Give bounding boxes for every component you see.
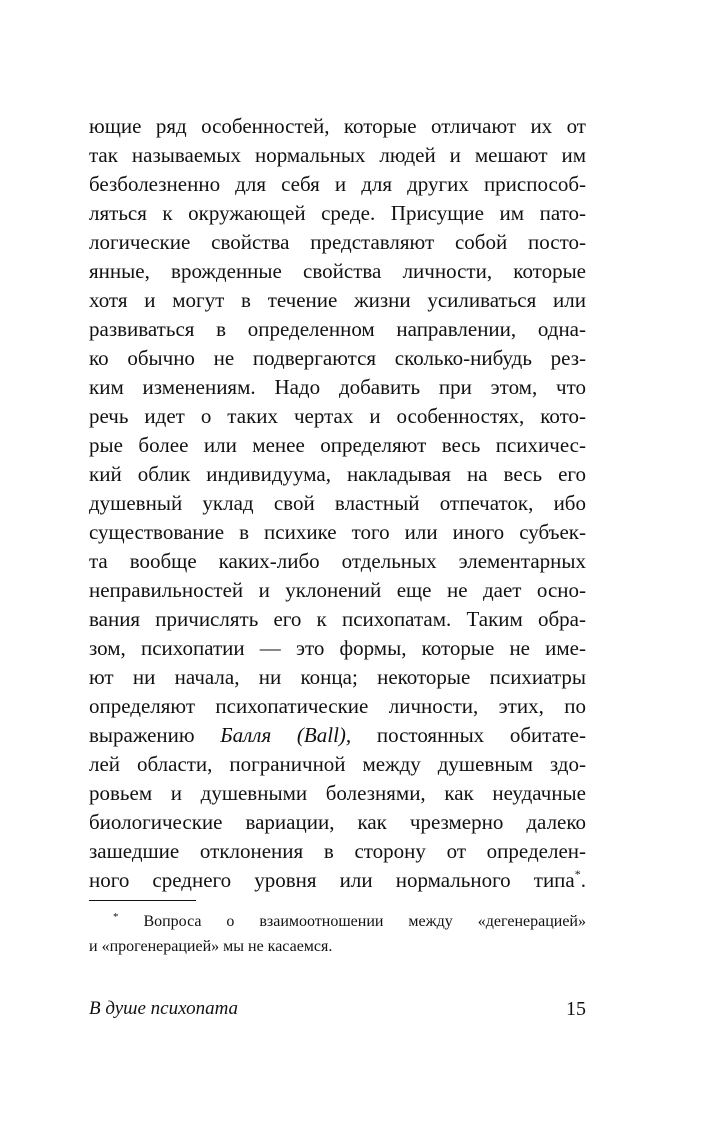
text-line: ющие ряд особенностей, которые отличают их от — [89, 114, 586, 138]
footnote-marker: * — [113, 911, 119, 923]
text-line-last — [89, 866, 586, 895]
text-line: ко обычно не подвергаются сколько-нибудь рез- — [89, 346, 586, 370]
footnote-reference[interactable]: * — [574, 867, 581, 881]
footnote-line: и «прогенерацией» мы не касаемся. — [89, 938, 333, 955]
text-line: кий облик индивидуума, накладывая на весь его — [89, 462, 586, 486]
text-line: ким изменениям. Надо добавить при этом, что — [89, 375, 586, 399]
cited-author: Балля (Ball), — [220, 723, 352, 747]
last-line-text: ного среднего уровня или нормального типа — [89, 868, 575, 892]
footnote-divider — [89, 900, 196, 901]
footnote-text: Вопроса о взаимоотношении между «дегенерацией» — [143, 913, 586, 930]
text-line: рые более или менее определяют весь психичес- — [89, 433, 586, 457]
page-number: 15 — [566, 998, 586, 1020]
text-line: душевный уклад свой властный отпечаток, ибо — [89, 491, 586, 515]
text-line: ляться к окружающей среде. Присущие им пато- — [89, 201, 586, 225]
last-line-period: . — [580, 868, 586, 892]
text-line: ют ни начала, ни конца; некоторые психиатры — [89, 665, 586, 689]
text-line: янные, врожденные свойства личности, которые — [89, 259, 586, 283]
text-line: вания причислять его к психопатам. Таким обра- — [89, 607, 586, 631]
text-line: та вообще каких-либо отдельных элементарных — [89, 549, 586, 573]
text-line: определяют психопатические личности, этих, по — [89, 694, 586, 718]
text-line: хотя и могут в течение жизни усиливаться или — [89, 288, 586, 312]
text-line: зашедшие отклонения в сторону от определен- — [89, 839, 586, 863]
text-line: зом, психопатии — это формы, которые не име- — [89, 636, 586, 660]
line-text-after: постоянных обитате- — [351, 723, 586, 747]
footnote-line — [89, 909, 586, 934]
footnote — [89, 909, 586, 959]
text-line: речь идет о таких чертах и особенностях, кото- — [89, 404, 586, 428]
text-line: логические свойства представляют собой посто- — [89, 230, 586, 254]
text-line: безболезненно для себя и для других приспособ- — [89, 172, 586, 196]
line-text-before: выражению — [89, 723, 221, 747]
text-line-with-citation — [89, 721, 586, 750]
text-line: существование в психике того или иного субъек- — [89, 520, 586, 544]
text-line: ровьем и душевными болезнями, как неудачные — [89, 781, 586, 805]
text-line: развиваться в определенном направлении, одна- — [89, 317, 586, 341]
text-line: так называемых нормальных людей и мешают им — [89, 143, 586, 167]
text-line: биологические вариации, как чрезмерно далеко — [89, 810, 586, 834]
body-paragraph — [89, 112, 586, 895]
running-title: В душе психопата — [89, 998, 239, 1019]
text-line: лей области, пограничной между душевным здо- — [89, 752, 586, 776]
text-line: неправильностей и уклонений еще не дает осно- — [89, 578, 586, 602]
main-text-block — [89, 112, 586, 895]
